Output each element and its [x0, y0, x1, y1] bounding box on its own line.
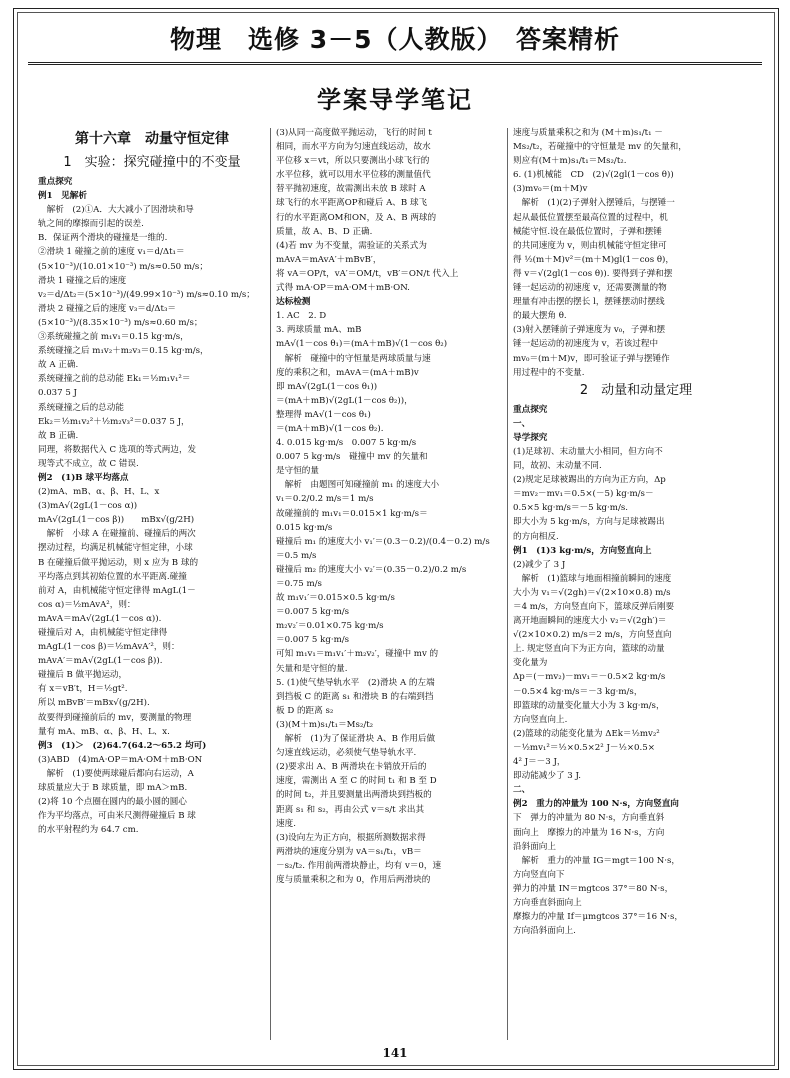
text-line: 量有 mA、mB、α、β、H、L、x. — [38, 726, 170, 737]
text-line: 0.5×5 kg·m/s＝－5 kg·m/s. — [513, 503, 628, 514]
text-line: 解析 碰撞中的守恒量是两球质量与速 — [276, 353, 431, 364]
text-line: 解析 (1)要使两球碰后都向右运动，A — [38, 768, 194, 779]
text-line: 解析 小球 A 在碰撞前、碰撞后的两次 — [38, 529, 196, 540]
text-line: 锤一起运动的初速度 v，还需要测量的物 — [513, 283, 667, 294]
text-line: (2)减少了 3 J — [513, 559, 566, 570]
middle-column-text — [276, 126, 502, 887]
text-line: 可知 m₁v₁＝m₁v₁′＋m₂v₂′，碰撞中 mv 的 — [276, 649, 439, 660]
text-line: Δp＝(－mv₂)－mv₁＝－0.5×2 kg·m/s — [513, 672, 666, 683]
text-line: 二、 — [513, 785, 531, 796]
page-number: 141 — [382, 1046, 408, 1060]
text-line: 3. 两球质量 mA、mB — [276, 325, 362, 336]
text-line: (3)mv₀＝(m＋M)v — [513, 184, 588, 195]
text-line: 变化量为 — [513, 658, 548, 669]
text-line: mA√(2gL(1－cos β)) mBx√(g/2H) — [38, 515, 195, 526]
text-line: 得 ½(m＋M)v²＝(m＋M)gl(1－cos θ)， — [513, 254, 674, 265]
right-column-text-bottom — [513, 403, 759, 939]
text-line: 现等式不成立，故 C 错误. — [38, 458, 139, 469]
lesson-title: 2 动量和动量定理 — [579, 382, 693, 398]
text-line: 解析 由题图可知碰撞前 m₁ 的速度大小 — [276, 480, 440, 491]
text-line: 轨之间的摩擦而引起的误差. — [38, 219, 144, 230]
text-line: 度与质量乘积之和为 0，作用后两滑块的 — [276, 874, 431, 885]
text-line: 将 vA＝OP/t，vA′＝OM/t，vB′＝ON/t 代入上 — [276, 268, 459, 279]
column-divider — [507, 128, 508, 1040]
column-middle — [276, 126, 502, 887]
lesson-title: 1 实验：探究碰撞中的不变量 — [63, 155, 241, 170]
text-line: 矢量和是守恒的量. — [276, 663, 348, 674]
text-line: 替平抛初速度，故需测出未放 B 球时 A — [276, 184, 426, 195]
text-line: 的方向相反. — [513, 531, 559, 542]
text-line: Ms₂/t₂，若碰撞中的守恒量是 mv 的矢量和， — [513, 142, 687, 153]
text-line: 解析 (1)篮球与地面相撞前瞬间的速度 — [513, 573, 672, 584]
text-line: 离开地面瞬间的速度大小 v₂＝√(2gh′)＝ — [513, 616, 667, 627]
text-line: 故 A 正确. — [38, 360, 79, 371]
text-line: 前对 A，由机械能守恒定律得 mAgL(1－ — [38, 585, 196, 596]
text-line: (5×10⁻³)/(8.35×10⁻³) m/s≈0.60 m/s； — [38, 317, 203, 328]
right-column-text-top — [513, 126, 759, 380]
text-line: 所以 mBvB′＝mBx√(g/2H). — [38, 698, 150, 709]
text-line: 故 m₁v₁′＝0.015×0.5 kg·m/s — [276, 593, 395, 604]
text-line: √(2×10×0.2) m/s＝2 m/s，方向竖直向 — [513, 630, 672, 641]
text-line: mAgL(1－cos β)＝½mAvA′²，则： — [38, 642, 180, 653]
text-line: 上. 规定竖直向下为正方向，篮球的动量 — [513, 644, 665, 655]
text-line: 0.015 kg·m/s — [276, 522, 333, 533]
text-line: (4)若 mv 为不变量，需验证的关系式为 — [276, 240, 427, 251]
text-line: 下 弹力的冲量为 80 N·s，方向垂直斜 — [513, 813, 665, 824]
text-line: ＝0.75 m/s — [276, 579, 322, 589]
text-line: 即动能减少了 3 J. — [513, 771, 582, 782]
text-line: 0.007 5 kg·m/s 碰撞中 mv 的矢量和 — [276, 452, 428, 463]
left-column-text — [38, 175, 266, 837]
text-line: mv₀＝(m＋M)v，即可验证子弹与摆锤作 — [513, 353, 670, 364]
text-line: cos α)＝½mAvA²，则： — [38, 599, 136, 610]
text-line: 沿斜面向上 — [513, 841, 556, 852]
text-line: B．保证两个滑块的碰撞是一维的. — [38, 233, 168, 244]
text-line: 的水平射程约为 64.7 cm. — [38, 825, 139, 836]
text-line: mA√(1－cos θ₁)＝(mA＋mB)√(1－cos θ₂) — [276, 339, 448, 350]
text-line: 即篮球的动量变化量大小为 3 kg·m/s， — [513, 700, 665, 711]
text-line: 度的乘积之和，mAvA＝(mA＋mB)v — [276, 367, 419, 378]
text-line: 行的水平距离OM和ON，及 A、B 两球的 — [276, 212, 437, 223]
text-line: 即 mA√(2gL(1－cos θ₁)) — [276, 381, 378, 392]
text-line: 起从最低位置摆至最高位置的过程中，机 — [513, 212, 668, 223]
text-line: 1. AC 2. D — [276, 311, 327, 322]
text-line: v₂＝d/Δt₂＝(5×10⁻³)/(49.99×10⁻³) m/s≈0.10 m/s； — [38, 289, 255, 300]
text-line: 的共同速度为 v，则由机械能守恒定律可 — [513, 240, 667, 251]
text-line: 距离 s₁ 和 s₂，再由公式 v＝s/t 求出其 — [276, 804, 425, 815]
text-line: 方向竖直向下 — [513, 869, 565, 880]
text-line: 碰撞后对 A，由机械能守恒定律得 — [38, 628, 168, 638]
text-line: (3)从同一高度做平抛运动，飞行的时间 t — [276, 128, 432, 138]
text-line: 球质量应大于 B 球质量，即 mA＞mB. — [38, 783, 188, 794]
text-line: 式得 mA·OP＝mA·OM＋mB·ON. — [276, 283, 410, 294]
text-line: ＝0.007 5 kg·m/s — [276, 635, 350, 646]
text-line: ②滑块 1 碰撞之前的速度 v₁＝d/Δt₁＝ — [38, 247, 185, 258]
chapter-title: 第十六章 动量守恒定律 — [75, 131, 229, 147]
text-line: (2)篮球的动能变化量为 ΔEk＝½mv₂² — [513, 728, 660, 739]
text-line: 滑块 1 碰撞之后的速度 — [38, 275, 127, 286]
text-line: (3)ABD (4)mA·OP＝mA·OM＋mB·ON — [38, 754, 203, 765]
text-line: 解析 (1)(2)子弹射入摆锤后，与摆锤一 — [513, 198, 675, 209]
text-line: 平均落点到其初始位置的水平距离.碰撞 — [38, 571, 187, 582]
text-line: 同理，将数据代入 C 选项的等式两边，发 — [38, 444, 197, 455]
text-line: 解析 重力的冲量 IG＝mgt＝100 N·s， — [513, 855, 681, 866]
column-left — [38, 126, 266, 837]
header-divider — [28, 62, 762, 65]
text-line: 球飞行的水平距离OP和碰后 A、B 球飞 — [276, 198, 428, 209]
text-line: 质量，故 A、B、D 正确. — [276, 226, 373, 237]
text-line: (1)足球初、末动量大小相同，但方向不 — [513, 446, 663, 457]
section-title: 学案导学笔记 — [317, 86, 473, 114]
text-line: 解析 (2)①A．大大减小了因滑块和导 — [38, 205, 194, 216]
text-line: ③系统碰撞之前 m₁v₁＝0.15 kg·m/s， — [38, 332, 189, 343]
text-line: mAvA＝mA√(2gL(1－cos α)). — [38, 613, 162, 624]
text-line: 作为平均落点，可由米尺测得碰撞后 B 球 — [38, 811, 196, 822]
text-line: 系统碰撞之后 m₁v₂＋m₂v₃＝0.15 kg·m/s， — [38, 346, 209, 357]
text-line: 例3 (1)＞ (2)64.7(64.2～65.2 均可) — [38, 740, 207, 751]
page-header-title: 物理 选修 3－5（人教版） 答案精析 — [170, 25, 620, 54]
text-line: ＝(mA＋mB)√(1－cos θ₂). — [276, 423, 384, 434]
text-line: 相同，而水平方向为匀速直线运动，故水 — [276, 142, 431, 153]
text-line: 方向垂直斜面向上 — [513, 897, 582, 908]
text-line: (3)(M＋m)s₁/t₁＝Ms₂/t₂ — [276, 719, 374, 730]
text-line: 速度与质量乘积之和为 (M＋m)s₁/t₁ － — [513, 128, 663, 138]
text-line: 平位移 x＝vt，所以只要测出小球飞行的 — [276, 156, 430, 167]
text-line: 锤一起运动的初速度为 v，若该过程中 — [513, 339, 659, 350]
text-line: ＝(mA＋mB)√(2gL(1－cos θ₂))， — [276, 395, 413, 406]
column-right — [513, 126, 759, 938]
text-line: 一、 — [513, 418, 531, 429]
text-line: (2)mA、mB、α、β、H、L、x — [38, 487, 160, 498]
text-line: 是守恒的量 — [276, 466, 319, 477]
text-line: －0.5×4 kg·m/s＝－3 kg·m/s， — [513, 686, 643, 697]
text-line: 重点探究 — [38, 177, 73, 187]
text-line: 0.037 5 J — [38, 388, 77, 399]
text-line: 大小为 v₁＝√(2gh)＝√(2×10×0.8) m/s — [513, 587, 671, 598]
text-line: 碰撞后 B 做平抛运动， — [38, 670, 128, 681]
text-line: 两滑块的速度分别为 vA＝s₁/t₁，vB＝ — [276, 846, 422, 857]
text-line: 同，故初、末动量不同. — [513, 461, 602, 472]
text-line: 匀速直线运动，必须使气垫导轨水平. — [276, 748, 417, 759]
text-line: B 在碰撞后做平抛运动，则 x 应为 B 球的 — [38, 557, 199, 568]
text-line: 4² J＝－3 J， — [513, 757, 566, 768]
text-line: v₁＝0.2/0.2 m/s＝1 m/s — [276, 494, 374, 505]
text-line: 4. 0.015 kg·m/s 0.007 5 kg·m/s — [276, 438, 417, 449]
text-line: (3)射入摆锤前子弹速度为 v₀，子弹和摆 — [513, 325, 666, 336]
text-line: ＝0.007 5 kg·m/s — [276, 607, 350, 618]
text-line: (2)规定足球被踢出的方向为正方向，Δp — [513, 475, 666, 486]
text-line: 摩擦力的冲量 If＝μmgtcos 37°＝16 N·s， — [513, 912, 684, 923]
text-line: (5×10⁻³)/(10.01×10⁻³) m/s≈0.50 m/s； — [38, 261, 208, 272]
text-line: 板 D 的距离 s₂ — [276, 705, 334, 716]
text-line: 重点探究 — [513, 404, 548, 415]
text-line: 例2 重力的冲量为 100 N·s，方向竖直向 — [513, 799, 679, 810]
text-line: Ek₂＝½m₁v₂²＋½m₂v₃²＝0.037 5 J， — [38, 416, 190, 427]
text-line: 例1 见解析 — [38, 191, 87, 202]
column-divider — [270, 128, 271, 1040]
text-line: 弹力的冲量 IN＝mgtcos 37°＝80 N·s， — [513, 883, 674, 894]
text-line: 碰撞后 m₂ 的速度大小 v₂′＝(0.35－0.2)/0.2 m/s — [276, 564, 467, 575]
text-line: －½mv₁²＝½×0.5×2² J－½×0.5× — [513, 742, 655, 753]
text-line: ＝0.5 m/s — [276, 550, 317, 561]
text-line: 整理得 mA√(1－cos θ₁) — [276, 409, 371, 420]
text-line: 方向竖直向上. — [513, 714, 568, 725]
text-line: 的时间 t₂，并且要测量出两滑块到挡板的 — [276, 790, 432, 801]
text-line: ＝4 m/s，方向竖直向下，篮球反弹后刚要 — [513, 602, 675, 612]
text-line: 例2 (1)B 球平均落点 — [38, 472, 129, 483]
text-line: 故碰撞前的 m₁v₁＝0.015×1 kg·m/s＝ — [276, 508, 428, 519]
text-line: mAvA＝mAvA′＋mBvB′， — [276, 254, 382, 265]
text-line: (2)将 10 个点圈在圆内的最小圆的圆心 — [38, 797, 187, 808]
text-line: 有 x＝vB′t，H＝½gt². — [38, 684, 128, 695]
text-line: 故要得到碰撞前后的 mv，要测量的物理 — [38, 712, 192, 723]
text-line: 速度，需测出 A 至 C 的时间 t₁ 和 B 至 D — [276, 776, 437, 787]
text-line: 到挡板 C 的距离 s₁ 和滑块 B 的右端到挡 — [276, 691, 434, 702]
text-line: 例1 (1)3 kg·m/s，方向竖直向上 — [513, 545, 652, 556]
text-line: 摆动过程，均满足机械能守恒定律，小球 — [38, 543, 193, 554]
text-line: 解析 (1)为了保证滑块 A、B 作用后做 — [276, 734, 436, 745]
text-line: 导学探究 — [513, 432, 548, 443]
text-line: 理量有冲击摆的摆长 l，摆锤摆动时摆线 — [513, 297, 665, 308]
text-line: 面向上 摩擦力的冲量为 16 N·s，方向 — [513, 827, 665, 838]
text-line: 6. (1)机械能 CD (2)√(2gl(1－cos θ)) — [513, 170, 674, 181]
text-line: 系统碰撞之前的总动能 Ek₁＝½m₁v₁²＝ — [38, 374, 191, 385]
text-line: 达标检测 — [276, 297, 311, 308]
text-line: 水平位移，就可以用水平位移的测量值代 — [276, 170, 431, 181]
text-line: 速度. — [276, 818, 296, 829]
text-line: 的最大摆角 θ. — [513, 311, 567, 322]
text-line: 碰撞后 m₁ 的速度大小 v₁′＝(0.3－0.2)/(0.4－0.2) m/s — [276, 536, 490, 547]
text-line: －s₂/t₂. 作用前两滑块静止，均有 v＝0，速 — [276, 860, 442, 871]
text-line: 滑块 2 碰撞之后的速度 v₃＝d/Δt₃＝ — [38, 303, 176, 314]
text-line: mAvA′＝mA√(2gL(1－cos β)). — [38, 656, 163, 667]
text-line: (3)mA√(2gL(1－cos α)) — [38, 501, 138, 512]
text-line: 方向沿斜面向上. — [513, 926, 576, 937]
text-line: (3)设向左为正方向，根据所测数据求得 — [276, 832, 426, 843]
text-line: 故 B 正确. — [38, 430, 79, 441]
text-line: 5. (1)使气垫导轨水平 (2)滑块 A 的左端 — [276, 677, 435, 688]
text-line: ＝mv₂－mv₁＝0.5×(－5) kg·m/s－ — [513, 489, 654, 500]
text-line: 械能守恒.设在最低位置时，子弹和摆锤 — [513, 226, 662, 237]
text-line: 系统碰撞之后的总动能 — [38, 402, 124, 413]
text-line: 即大小为 5 kg·m/s，方向与足球被踢出 — [513, 517, 665, 528]
text-line: 用过程中的不变量. — [513, 367, 585, 378]
text-line: 则应有(M＋m)s₁/t₁＝Ms₂/t₂. — [513, 156, 627, 167]
text-line: 得 v＝√(2gl(1－cos θ)). 要得到子弹和摆 — [513, 268, 673, 279]
text-line: m₂v₂′＝0.01×0.75 kg·m/s — [276, 621, 384, 632]
text-line: (2)要求出 A、B 两滑块在卡销放开后的 — [276, 762, 427, 773]
